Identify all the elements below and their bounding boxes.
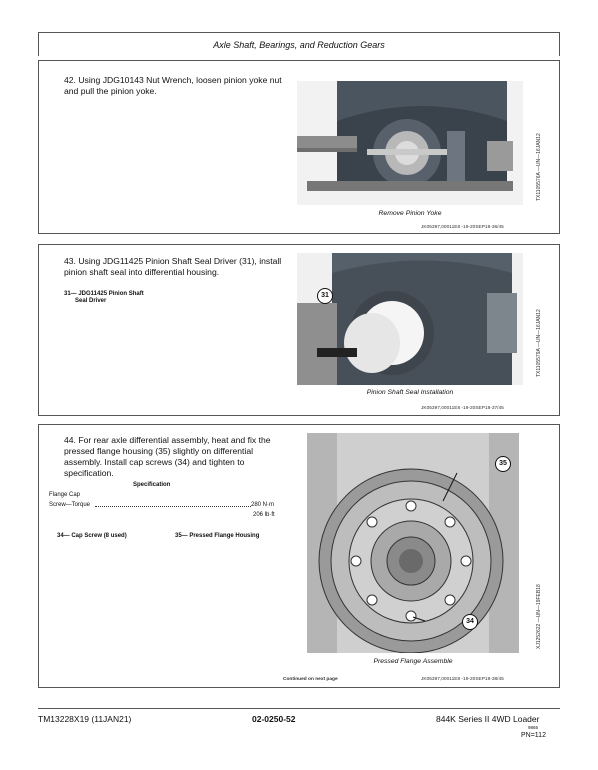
footer-page-number: 02-0250-52 bbox=[252, 714, 296, 724]
spec-item-line2: Screw—Torque bbox=[49, 502, 91, 508]
footer-doc-id: TM13228X19 (11JAN21) bbox=[38, 714, 132, 724]
continued-note: Continued on next page bbox=[283, 677, 338, 682]
step-44-line2: pressed flange housing (35) slightly on differential bbox=[64, 446, 254, 456]
footer-pn: PN=112 bbox=[521, 732, 546, 739]
callout-34: 34 bbox=[462, 614, 478, 630]
page-title: Axle Shaft, Bearings, and Reduction Gears bbox=[213, 40, 385, 50]
step-42-reference: JK05397,00011E8 -19-20SEP18-36/45 bbox=[421, 225, 504, 230]
spec-leader bbox=[95, 506, 251, 507]
step-43-legend-line1: 31— JDG11425 Pinion Shaft bbox=[64, 291, 144, 297]
spec-item-line1: Flange Cap bbox=[49, 492, 81, 498]
footer-small-code: 9865 bbox=[528, 725, 539, 730]
remove-pinion-yoke-photo bbox=[297, 81, 523, 205]
callout-31: 31 bbox=[317, 288, 333, 304]
step-43-reference: JK05397,00011E8 -19-20SEP18-37/45 bbox=[421, 406, 504, 411]
page-header bbox=[38, 32, 560, 56]
step-43-section bbox=[38, 244, 560, 416]
step-42-figure-code: TX1105576A —UN—16JAN12 bbox=[536, 133, 542, 201]
spec-value-nm: 280 N·m bbox=[251, 502, 275, 508]
step-42-line1: 42. Using JDG10143 Nut Wrench, loosen pinion yoke nut bbox=[64, 75, 282, 85]
footer-rule bbox=[38, 708, 560, 709]
step-43-line1: 43. Using JDG11425 Pinion Shaft Seal Driver (31), install bbox=[64, 256, 282, 266]
callout-35: 35 bbox=[495, 456, 511, 472]
step-42-line2: and pull the pinion yoke. bbox=[64, 86, 157, 96]
legend-cap-screw: 34— Cap Screw (8 used) bbox=[57, 533, 127, 539]
footer-machine: 844K Series II 4WD Loader bbox=[436, 714, 540, 724]
step-44-line4: specification. bbox=[64, 468, 114, 478]
step-43-legend-line2: Seal Driver bbox=[75, 298, 107, 304]
step-42-section bbox=[38, 60, 560, 234]
step-44-caption: Pressed Flange Assemble bbox=[373, 658, 453, 665]
step-44-reference: JK05397,00011E8 -19-20SEP18-38/45 bbox=[421, 677, 504, 682]
step-43-caption: Pinion Shaft Seal Installation bbox=[366, 389, 454, 396]
pressed-flange-drawing bbox=[307, 433, 519, 653]
step-44-section bbox=[38, 424, 560, 688]
step-43-line2: pinion shaft seal into differential housing. bbox=[64, 267, 220, 277]
spec-value-lbft: 206 lb·ft bbox=[253, 512, 275, 518]
pinion-shaft-seal-photo bbox=[297, 253, 523, 385]
step-44-line1: 44. For rear axle differential assembly, heat and fix the bbox=[64, 435, 271, 445]
step-42-caption: Remove Pinion Yoke bbox=[378, 210, 442, 217]
step-44-figure-code: XJ1252622 —UN—19FEB18 bbox=[536, 584, 542, 649]
step-44-line3: assembly. Install cap screws (34) and tighten to bbox=[64, 457, 245, 467]
spec-heading: Specification bbox=[133, 482, 171, 488]
legend-pressed-flange-housing: 35— Pressed Flange Housing bbox=[175, 533, 260, 539]
step-43-figure-code: TX1105579A —UN—16JAN12 bbox=[536, 309, 542, 377]
